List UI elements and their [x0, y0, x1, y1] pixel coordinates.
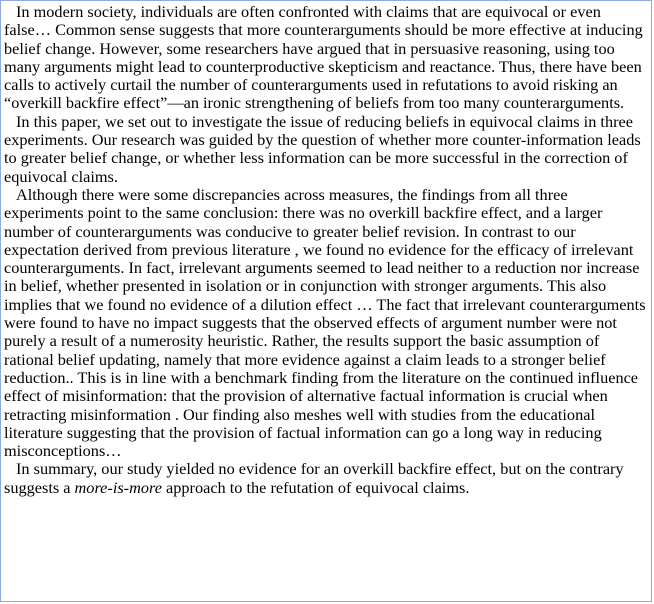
paragraph-research-question: In this paper, we set out to investigate the issue of reducing beliefs in equivocal claims in three experiments. Our research was guided by the question of whether more counter-information leads to greater belief change, or whether less information can be more successful in the correction of equivocal claims. [4, 111, 641, 186]
summary-text-before: In summary, our study yielded no evidence for an overkill backfire effect, but on the contrary suggests a [4, 459, 624, 497]
summary-emphasis: more-is-more [74, 477, 162, 497]
document-body [4, 3, 650, 497]
paragraph-summary [4, 460, 650, 497]
paragraph-findings: Although there were some discrepancies across measures, the findings from all three experiments point to the same conclusion: there was no overkill backfire effect, and a larger number of counterarguments was conducive to greater belief revision. In contrast to our expectation derived from previous literature , we found no evidence for the efficacy of irrelevant counterarguments. In fact, irrelevant arguments seemed to lead neither to a reduction nor increase in belief, whether presented in isolation or in conjunction with stronger arguments. This also implies that we found no evidence of a dilution effect … The fact that irrelevant counterarguments were found to have no impact suggests that the observed effects of argument number were not purely a result of a numerosity heuristic. Rather, the results support the basic assumption of rational belief updating, namely that more evidence against a claim leads to a stronger belief reduction.. This is in line with a benchmark finding from the literature on the continued influence effect of misinformation: that the provision of alternative factual information is crucial when retracting misinformation . Our finding also meshes well with studies from the educational literature suggesting that the provision of factual information can go a long way in reducing misconceptions… [4, 184, 646, 461]
paragraph-intro: In modern society, individuals are often confronted with claims that are equivocal or even false… Common sense suggests that more counterarguments should be more effective at inducing belief change. However, some researchers have argued that in persuasive reasoning, using too many arguments might lead to counterproductive skepticism and reactance. Thus, there have been calls to actively curtail the number of counterarguments used in refutations to avoid risking an “overkill backfire effect”—an ironic strengthening of beliefs from too many counterarguments. [4, 2, 643, 113]
summary-text-after: approach to the refutation of equivocal claims. [161, 477, 470, 497]
